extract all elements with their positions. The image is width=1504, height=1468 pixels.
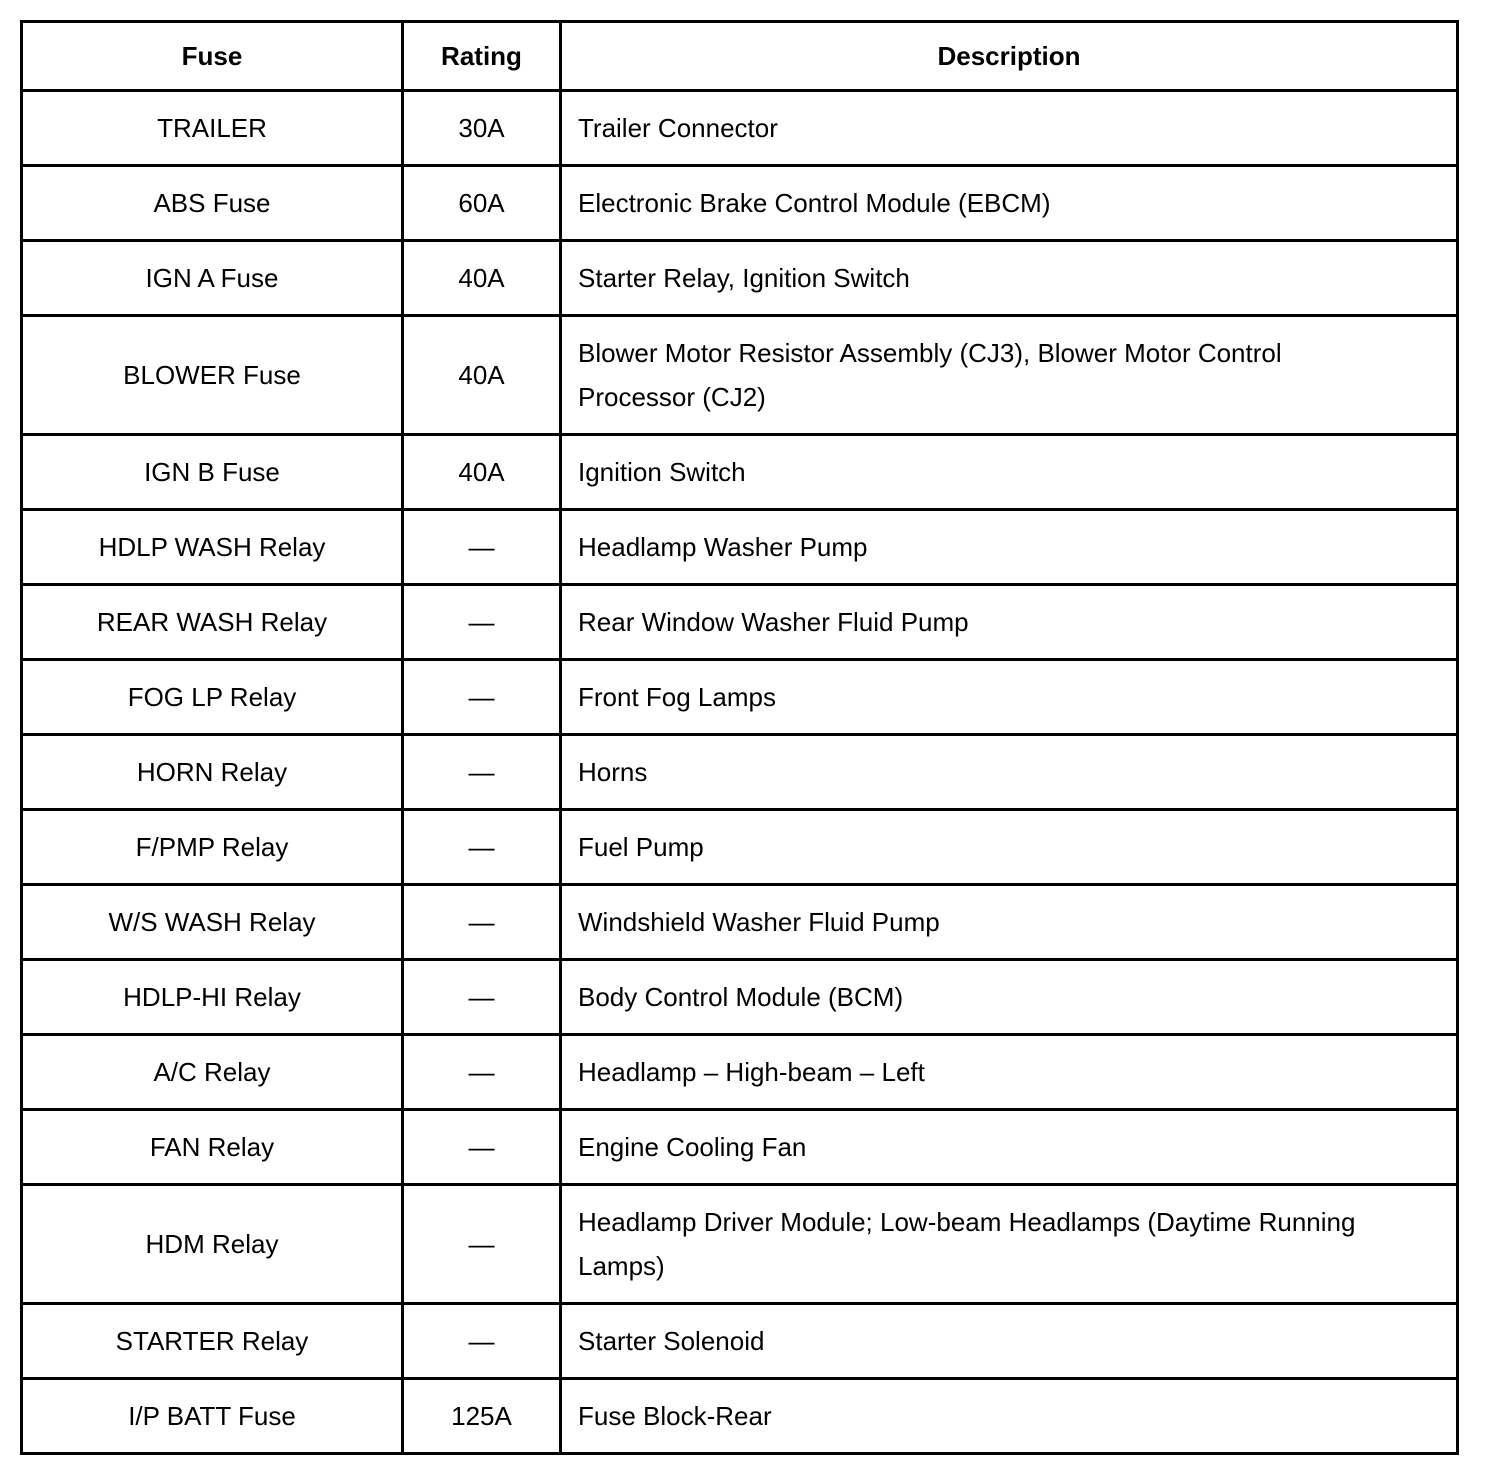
description-cell: Blower Motor Resistor Assembly (CJ3), Blower Motor Control Processor (CJ2) bbox=[561, 316, 1458, 435]
table-row bbox=[22, 960, 1458, 1035]
description-cell: Headlamp – High-beam – Left bbox=[561, 1035, 1458, 1110]
description-cell: Front Fog Lamps bbox=[561, 660, 1458, 735]
rating-cell: — bbox=[403, 1110, 561, 1185]
rating-cell: — bbox=[403, 510, 561, 585]
fuse-cell: REAR WASH Relay bbox=[22, 585, 403, 660]
fuse-cell: STARTER Relay bbox=[22, 1304, 403, 1379]
column-header-fuse: Fuse bbox=[22, 22, 403, 91]
description-cell: Fuse Block-Rear bbox=[561, 1379, 1458, 1454]
fuse-cell: HDLP WASH Relay bbox=[22, 510, 403, 585]
rating-cell: — bbox=[403, 1035, 561, 1110]
table-row bbox=[22, 241, 1458, 316]
table-row bbox=[22, 1379, 1458, 1454]
table-row bbox=[22, 1035, 1458, 1110]
table-header-row bbox=[22, 22, 1458, 91]
column-header-description: Description bbox=[561, 22, 1458, 91]
rating-cell: — bbox=[403, 810, 561, 885]
table-row bbox=[22, 810, 1458, 885]
rating-cell: — bbox=[403, 1304, 561, 1379]
rating-cell: — bbox=[403, 735, 561, 810]
table-row bbox=[22, 316, 1458, 435]
rating-cell: 40A bbox=[403, 316, 561, 435]
description-cell: Headlamp Washer Pump bbox=[561, 510, 1458, 585]
rating-cell: 30A bbox=[403, 91, 561, 166]
table-row bbox=[22, 735, 1458, 810]
description-cell: Headlamp Driver Module; Low-beam Headlamps (Daytime Running Lamps) bbox=[561, 1185, 1458, 1304]
description-cell: Rear Window Washer Fluid Pump bbox=[561, 585, 1458, 660]
description-cell: Fuel Pump bbox=[561, 810, 1458, 885]
fuse-table bbox=[20, 20, 1459, 1455]
description-cell: Windshield Washer Fluid Pump bbox=[561, 885, 1458, 960]
rating-cell: 40A bbox=[403, 241, 561, 316]
fuse-cell: FAN Relay bbox=[22, 1110, 403, 1185]
fuse-cell: ABS Fuse bbox=[22, 166, 403, 241]
fuse-cell: IGN A Fuse bbox=[22, 241, 403, 316]
rating-cell: — bbox=[403, 885, 561, 960]
column-header-rating: Rating bbox=[403, 22, 561, 91]
rating-cell: — bbox=[403, 960, 561, 1035]
description-cell: Engine Cooling Fan bbox=[561, 1110, 1458, 1185]
fuse-cell: F/PMP Relay bbox=[22, 810, 403, 885]
table-row bbox=[22, 510, 1458, 585]
rating-cell: — bbox=[403, 1185, 561, 1304]
table-row bbox=[22, 166, 1458, 241]
fuse-cell: A/C Relay bbox=[22, 1035, 403, 1110]
description-cell: Electronic Brake Control Module (EBCM) bbox=[561, 166, 1458, 241]
table-row bbox=[22, 885, 1458, 960]
table-row bbox=[22, 91, 1458, 166]
rating-cell: 125A bbox=[403, 1379, 561, 1454]
rating-cell: — bbox=[403, 585, 561, 660]
fuse-cell: HORN Relay bbox=[22, 735, 403, 810]
table-row bbox=[22, 1304, 1458, 1379]
fuse-cell: I/P BATT Fuse bbox=[22, 1379, 403, 1454]
fuse-cell: BLOWER Fuse bbox=[22, 316, 403, 435]
description-cell: Starter Solenoid bbox=[561, 1304, 1458, 1379]
table-row bbox=[22, 1110, 1458, 1185]
fuse-cell: IGN B Fuse bbox=[22, 435, 403, 510]
table-row bbox=[22, 1185, 1458, 1304]
fuse-cell: W/S WASH Relay bbox=[22, 885, 403, 960]
fuse-cell: HDM Relay bbox=[22, 1185, 403, 1304]
table-row bbox=[22, 585, 1458, 660]
rating-cell: — bbox=[403, 660, 561, 735]
description-cell: Body Control Module (BCM) bbox=[561, 960, 1458, 1035]
fuse-cell: HDLP-HI Relay bbox=[22, 960, 403, 1035]
rating-cell: 60A bbox=[403, 166, 561, 241]
description-cell: Starter Relay, Ignition Switch bbox=[561, 241, 1458, 316]
description-cell: Trailer Connector bbox=[561, 91, 1458, 166]
table-body bbox=[22, 91, 1458, 1454]
rating-cell: 40A bbox=[403, 435, 561, 510]
fuse-cell: TRAILER bbox=[22, 91, 403, 166]
table-row bbox=[22, 435, 1458, 510]
fuse-cell: FOG LP Relay bbox=[22, 660, 403, 735]
description-cell: Horns bbox=[561, 735, 1458, 810]
table-row bbox=[22, 660, 1458, 735]
description-cell: Ignition Switch bbox=[561, 435, 1458, 510]
